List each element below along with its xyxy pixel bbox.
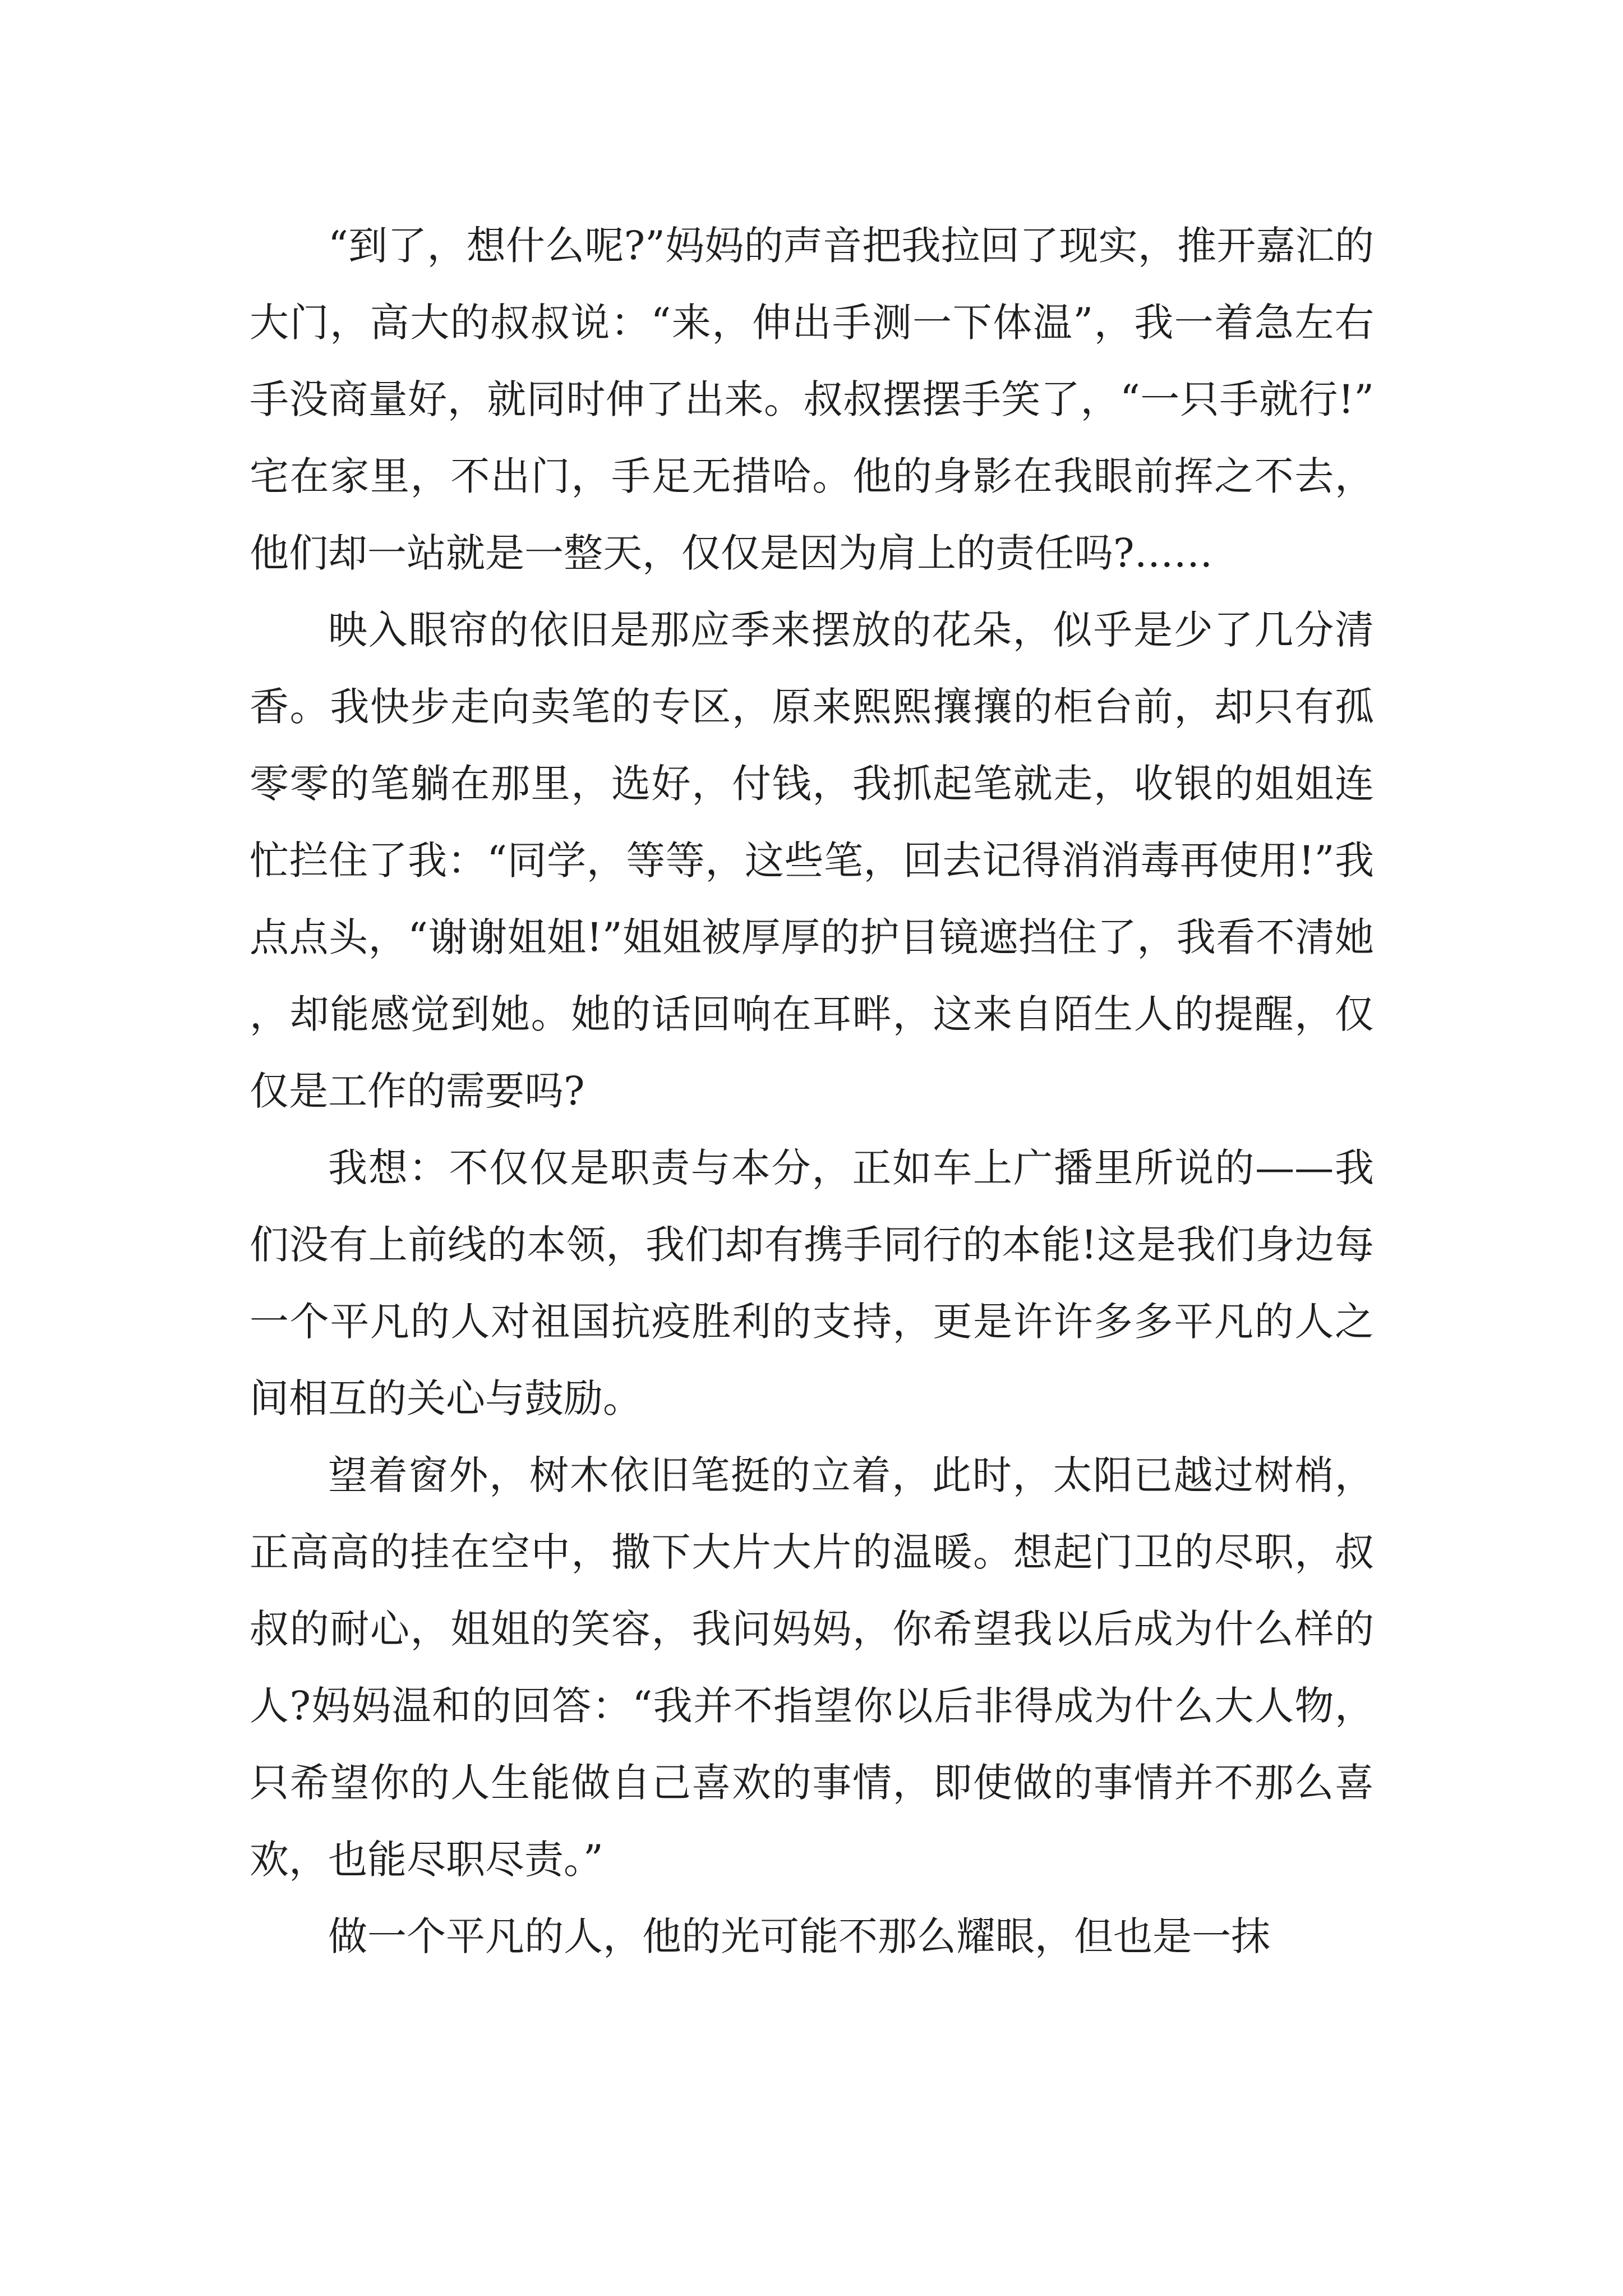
- paragraph-4: 望着窗外，树木依旧笔挺的立着，此时，太阳已越过树梢，正高高的挂在空中，撒下大片大片的温暖。想起门卫的尽职，叔叔的耐心，姐姐的笑容，我问妈妈，你希望我以后成为什么样的人?妈妈温和的回答：“我并不指望你以后非得成为什么大人物，只希望你的人生能做自己喜欢的事情，即使做的事情并不那么喜欢，也能尽职尽责。”: [250, 1452, 1374, 1883]
- document-body: [250, 208, 1374, 1975]
- paragraph-1: “到了，想什么呢?”妈妈的声音把我拉回了现实，推开嘉汇的大门，高大的叔叔说：“来，伸出手测一下体温”，我一着急左右手没商量好，就同时伸了出来。叔叔摆摆手笑了，“一只手就行!”宅在家里，不出门，手足无措哈。他的身影在我眼前挥之不去，他们却一站就是一整天，仅仅是因为肩上的责任吗?……: [250, 223, 1374, 576]
- paragraph-2: 映入眼帘的依旧是那应季来摆放的花朵，似乎是少了几分清香。我快步走向卖笔的专区，原来熙熙攘攘的柜台前，却只有孤零零的笔躺在那里，选好，付钱，我抓起笔就走，收银的姐姐连忙拦住了我：“同学，等等，这些笔，回去记得消消毒再使用!”我点点头，“谢谢姐姐!”姐姐被厚厚的护目镜遮挡住了，我看不清她，却能感觉到她。她的话回响在耳畔，这来自陌生人的提醒，仅仅是工作的需要吗?: [250, 607, 1374, 1114]
- paragraph-5: 做一个平凡的人，他的光可能不那么耀眼，但也是一抹: [328, 1913, 1270, 1959]
- paragraph-3: 我想：不仅仅是职责与本分，正如车上广播里所说的——我们没有上前线的本领，我们却有携手同行的本能!这是我们身边每一个平凡的人对祖国抗疫胜利的支持，更是许许多多平凡的人之间相互的关心与鼓励。: [250, 1145, 1374, 1421]
